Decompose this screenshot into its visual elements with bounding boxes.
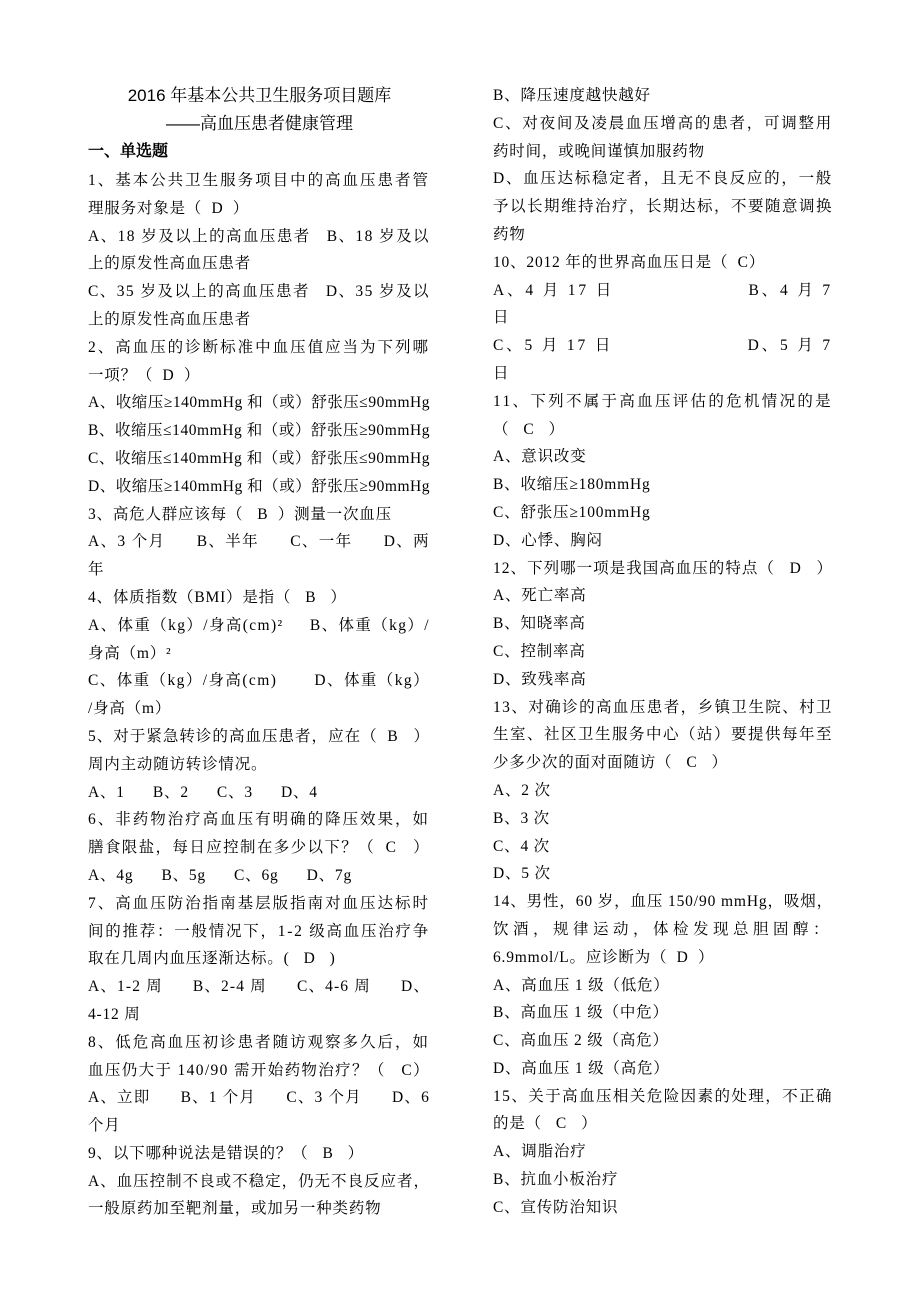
text-line: 5、对于紧急转诊的高血压患者，应在（ B ） <box>88 727 430 745</box>
text-line: 12、下列哪一项是我国高血压的特点（ D ） <box>493 559 833 577</box>
text-line: 间的推荐：一般情况下，1-2 级高血压治疗争 <box>88 922 430 940</box>
text-line: 予以长期维持治疗，长期达标，不要随意调换 <box>493 198 833 216</box>
text-line: 6.9mmol/L。应诊断为（ D ） <box>493 948 715 966</box>
text-line: 日 <box>493 309 509 327</box>
document-title: 2016 年基本公共卫生服务项目题库 <box>127 86 392 105</box>
text-line: 13、对确诊的高血压患者，乡镇卫生院、村卫 <box>493 698 833 716</box>
text-line: 膳食限盐，每日应控制在多少以下？（ C ） <box>88 839 431 857</box>
text-line: 年 <box>88 561 104 579</box>
text-line: 4-12 周 <box>88 1005 141 1023</box>
text-line: 2、高血压的诊断标准中血压值应当为下列哪 <box>88 338 430 356</box>
text-line: A、血压控制不良或不稳定，仍无不良反应者， <box>88 1172 430 1190</box>
text-line: D、心悸、胸闷 <box>493 531 603 549</box>
text-line: 饮酒，规律运动，体检发现总胆固醇： <box>493 920 833 938</box>
text-line: 药物 <box>493 225 526 243</box>
text-line: C、对夜间及凌晨血压增高的患者，可调整用 <box>493 114 833 132</box>
text-line: A、调脂治疗 <box>493 1143 587 1161</box>
text-line: 少多少次的面对面随访（ C ） <box>493 754 728 772</box>
text-line: 个月 <box>88 1117 121 1135</box>
text-line: A、4 月 17 日 B、4 月 7 <box>493 281 833 299</box>
right-text-lines <box>493 82 834 1222</box>
text-line: C、高血压 2 级（高危） <box>493 1032 669 1050</box>
text-line: 身高（m）² <box>88 644 172 662</box>
text-line: A、3 个月 B、半年 C、一年 D、两 <box>88 533 430 551</box>
text-line: C、控制率高 <box>493 642 586 660</box>
text-line: 9、以下哪种说法是错误的？（ B ） <box>88 1144 364 1162</box>
text-line: 的是（ C ） <box>493 1115 598 1133</box>
text-line: 14、男性，60 岁，血压 150/90 mmHg，吸烟， <box>493 893 833 911</box>
text-line: D、5 次 <box>493 865 551 883</box>
text-line: D、收缩压≥140mmHg 和（或）舒张压≥90mmHg <box>88 477 431 495</box>
text-line: C、体重（kg）/身高(cm) D、体重（kg） <box>88 672 431 690</box>
text-line: A、高血压 1 级（低危） <box>493 976 670 994</box>
text-line: A、1 B、2 C、3 D、4 <box>88 783 318 801</box>
text-line: A、收缩压≥140mmHg 和（或）舒张压≤90mmHg <box>88 394 431 412</box>
text-line: 生室、社区卫生服务中心（站）要提供每年至 <box>493 726 833 744</box>
text-line: A、死亡率高 <box>493 587 587 605</box>
text-line: 周内主动随访转诊情况。 <box>88 755 268 773</box>
text-line: A、意识改变 <box>493 448 587 466</box>
left-text-lines <box>88 167 431 1223</box>
text-line: 一般原药加至靶剂量，或加另一种类药物 <box>88 1200 382 1218</box>
text-line: B、3 次 <box>493 809 550 827</box>
text-line: 理服务对象是（ D ） <box>88 199 250 217</box>
text-line: A、18 岁及以上的高血压患者 B、18 岁及以 <box>88 227 430 245</box>
text-line: 日 <box>493 364 509 382</box>
text-line: D、高血压 1 级（高危） <box>493 1059 670 1077</box>
text-line: C、收缩压≤140mmHg 和（或）舒张压≤90mmHg <box>88 449 430 467</box>
document-subtitle: ——高血压患者健康管理 <box>166 114 353 133</box>
text-line: 10、2012 年的世界高血压日是（ C） <box>493 253 766 271</box>
text-line: 血压仍大于 140/90 需开始药物治疗？（ C） <box>88 1061 430 1079</box>
text-line: 取在几周内血压逐渐达标。( D ) <box>88 950 336 968</box>
section-heading: 一、单选题 <box>88 143 169 160</box>
text-line: 上的原发性高血压患者 <box>88 310 252 328</box>
text-line: 上的原发性高血压患者 <box>88 255 252 273</box>
text-line: A、1-2 周 B、2-4 周 C、4-6 周 D、 <box>88 978 430 996</box>
text-line: /身高（m） <box>88 700 172 718</box>
text-line: 一项？（ D ） <box>88 366 201 384</box>
text-line: A、4g B、5g C、6g D、7g <box>88 866 353 884</box>
text-line: A、2 次 <box>493 781 551 799</box>
text-line: B、知晓率高 <box>493 615 586 633</box>
text-line: C、舒张压≥100mmHg <box>493 503 651 521</box>
text-line: 7、高血压防治指南基层版指南对血压达标时 <box>88 894 430 912</box>
text-line: 11、下列不属于高血压评估的危机情况的是 <box>493 392 833 410</box>
text-line: 6、非药物治疗高血压有明确的降压效果，如 <box>88 811 430 829</box>
text-line: A、立即 B、1 个月 C、3 个月 D、6 <box>88 1089 430 1107</box>
text-line: 15、关于高血压相关危险因素的处理，不正确 <box>493 1087 833 1105</box>
text-line: D、致残率高 <box>493 670 587 688</box>
text-line: 8、低危高血压初诊患者随访观察多久后，如 <box>88 1033 430 1051</box>
text-line: B、收缩压≥180mmHg <box>493 476 651 494</box>
text-line: D、血压达标稳定者，且无不良反应的，一般 <box>493 170 833 188</box>
text-line: B、抗血小板治疗 <box>493 1171 619 1189</box>
text-line: （ C ） <box>493 420 565 438</box>
text-line: C、宣传防治知识 <box>493 1198 619 1216</box>
text-line: C、4 次 <box>493 837 550 855</box>
text-line: A、体重（kg）/身高(cm)² B、体重（kg）/ <box>88 616 430 634</box>
text-line: 3、高危人群应该每（ B ）测量一次血压 <box>88 505 392 523</box>
text-line: C、5 月 17 日 D、5 月 7 <box>493 337 833 355</box>
text-line: B、降压速度越快越好 <box>493 87 651 104</box>
text-line: B、收缩压≤140mmHg 和（或）舒张压≥90mmHg <box>88 422 430 440</box>
text-line: 药时间，或晚间谨慎加服药物 <box>493 142 705 160</box>
text-line: C、35 岁及以上的高血压患者 D、35 岁及以 <box>88 283 430 301</box>
text-line: 4、体质指数（BMI）是指（ B ） <box>88 588 347 606</box>
text-line: 1、基本公共卫生服务项目中的高血压患者管 <box>88 172 430 189</box>
text-line: B、高血压 1 级（中危） <box>493 1004 669 1022</box>
